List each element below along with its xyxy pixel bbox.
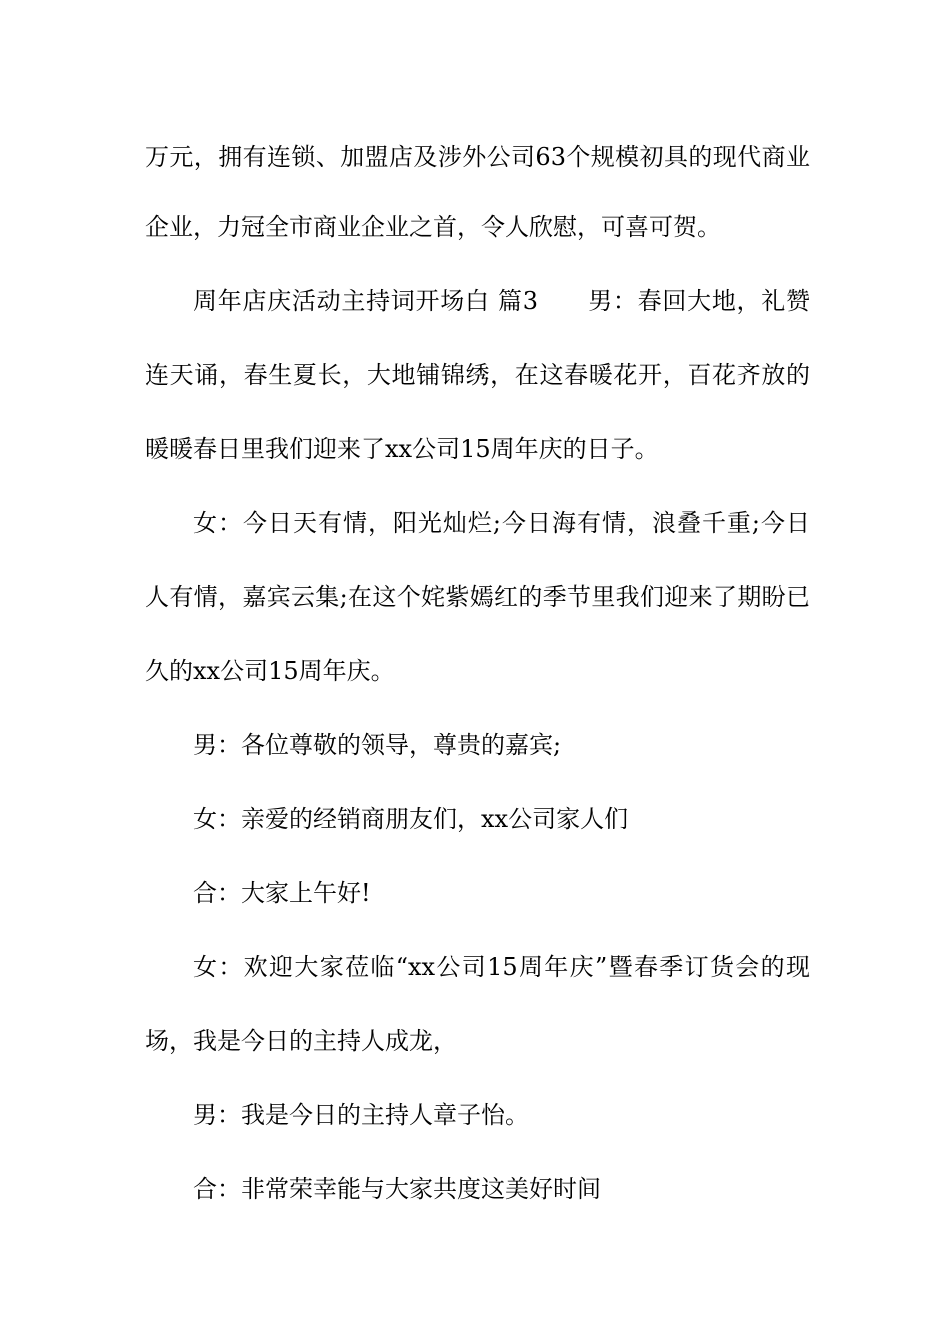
section-heading-line: 周年店庆活动主持词开场白 篇3 男：春回大地，礼赞: [193, 287, 810, 315]
text-line: 男：各位尊敬的领导，尊贵的嘉宾;: [193, 731, 562, 759]
text-line: 女：今日天有情，阳光灿烂;今日海有情，浪叠千重;今日: [193, 509, 810, 537]
text-line: 合：大家上午好!: [193, 879, 371, 907]
text-line: 万元，拥有连锁、加盟店及涉外公司63个规模初具的现代商业: [145, 143, 810, 171]
text-line: 久的xx公司15周年庆。: [145, 657, 395, 685]
text-line: 人有情，嘉宾云集;在这个姹紫嫣红的季节里我们迎来了期盼已: [145, 583, 810, 611]
text-line: 女：欢迎大家莅临“xx公司15周年庆”暨春季订货会的现: [193, 953, 810, 981]
text-line: 企业，力冠全市商业企业之首，令人欣慰，可喜可贺。: [145, 213, 721, 241]
text-line: 场，我是今日的主持人成龙，: [145, 1027, 457, 1055]
text-line: 连天诵，春生夏长，大地铺锦绣，在这春暖花开，百花齐放的: [145, 361, 810, 389]
text-line: 合：非常荣幸能与大家共度这美好时间: [193, 1175, 601, 1203]
text-line: 女：亲爱的经销商朋友们，xx公司家人们: [193, 805, 629, 833]
text-line: 暖暖春日里我们迎来了xx公司15周年庆的日子。: [145, 435, 659, 463]
text-line: 男：我是今日的主持人章子怡。: [193, 1101, 529, 1129]
